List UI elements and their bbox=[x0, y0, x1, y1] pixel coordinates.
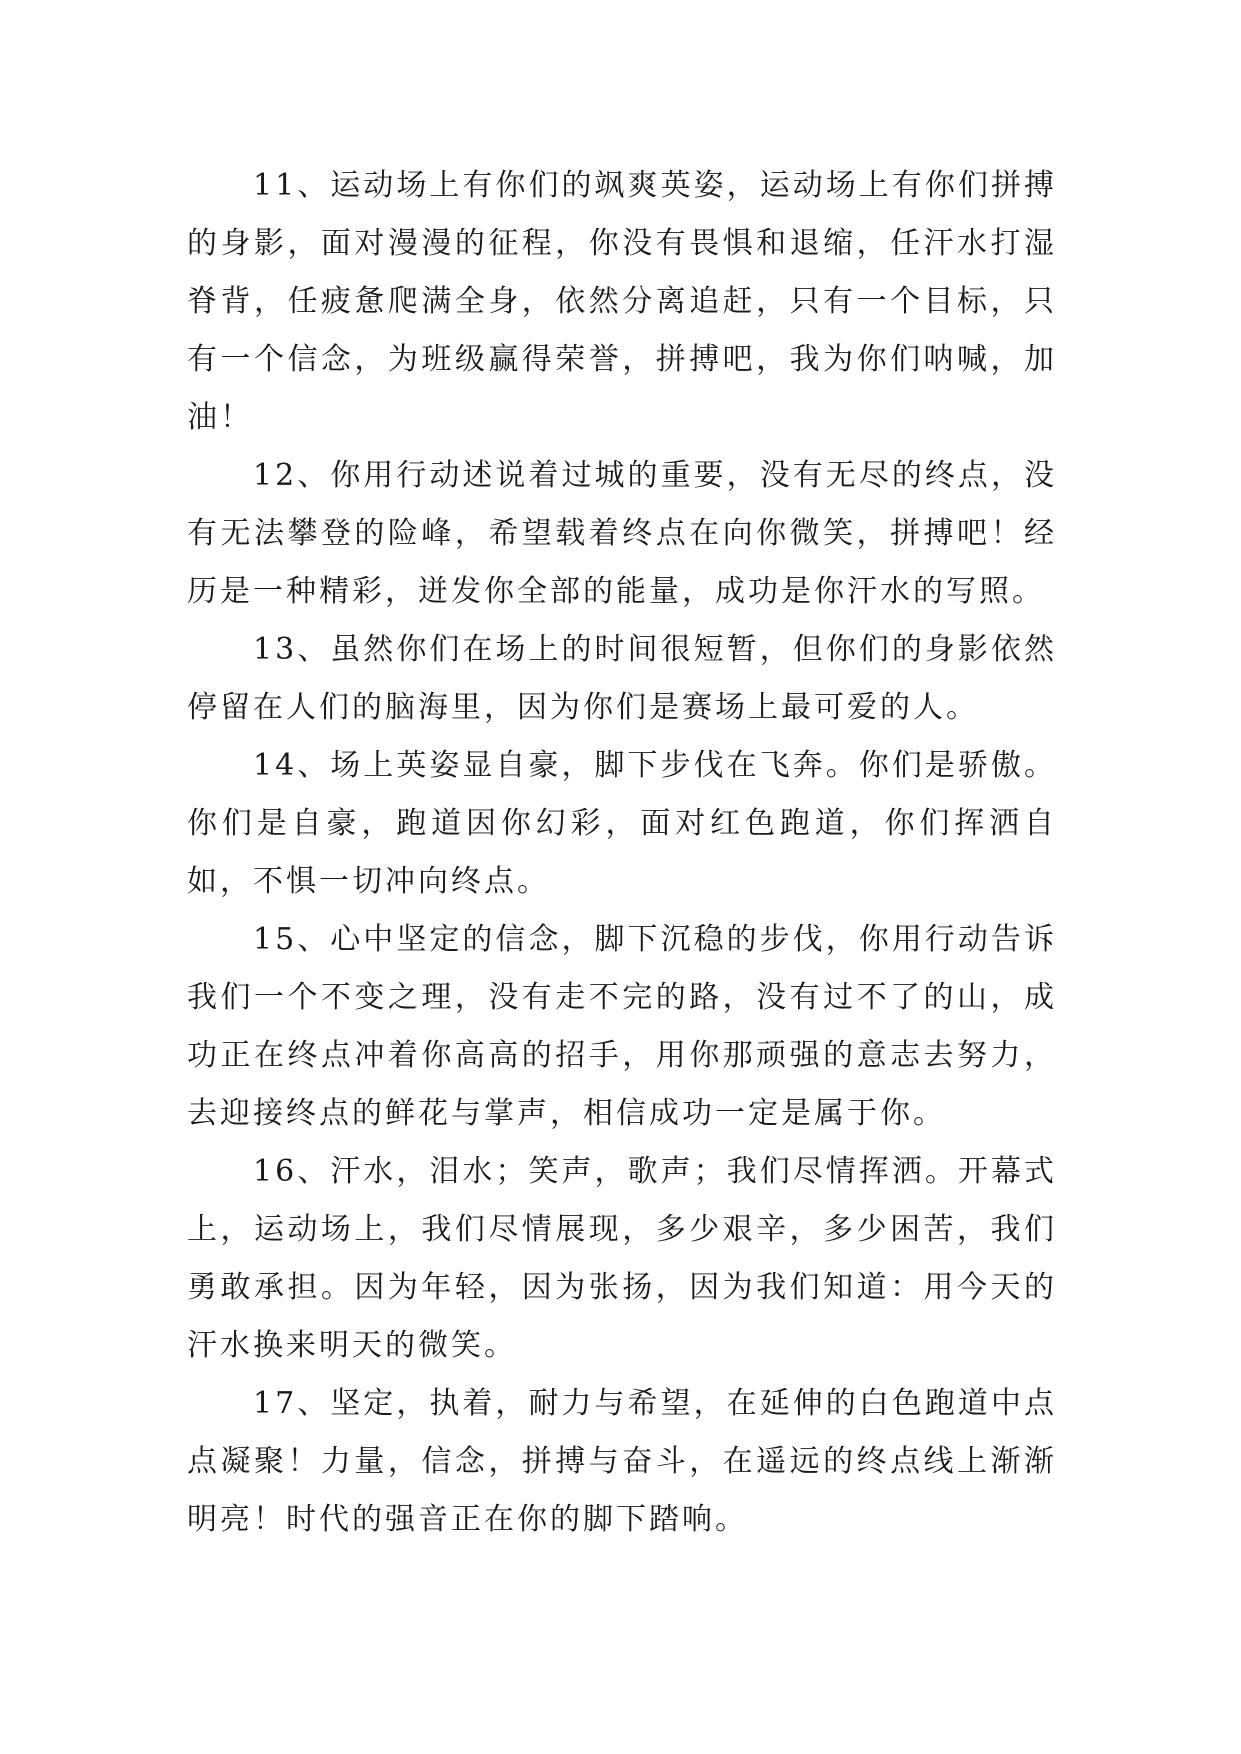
paragraph-16: 16、汗水，泪水；笑声，歌声；我们尽情挥洒。开幕式上，运动场上，我们尽情展现，多少艰辛，多少困苦，我们勇敢承担。因为年轻，因为张扬，因为我们知道：用今天的汗水换来明天的微笑。 bbox=[187, 1154, 1057, 1363]
paragraph-12: 12、你用行动述说着过城的重要，没有无尽的终点，没有无法攀登的险峰，希望载着终点在向你微笑，拼搏吧！经历是一种精彩，迸发你全部的能量，成功是你汗水的写照。 bbox=[187, 458, 1057, 609]
document-body bbox=[187, 157, 1057, 1549]
paragraph-13: 13、虽然你们在场上的时间很短暂，但你们的身影依然停留在人们的脑海里，因为你们是赛场上最可爱的人。 bbox=[187, 632, 1057, 725]
paragraph-14: 14、场上英姿显自豪，脚下步伐在飞奔。你们是骄傲。你们是自豪，跑道因你幻彩，面对红色跑道，你们挥洒自如，不惧一切冲向终点。 bbox=[187, 748, 1057, 899]
paragraph-17: 17、坚定，执着，耐力与希望，在延伸的白色跑道中点点凝聚！力量，信念，拼搏与奋斗，在遥远的终点线上渐渐明亮！时代的强音正在你的脚下踏响。 bbox=[187, 1386, 1057, 1537]
paragraph-15: 15、心中坚定的信念，脚下沉稳的步伐，你用行动告诉我们一个不变之理，没有走不完的路，没有过不了的山，成功正在终点冲着你高高的招手，用你那顽强的意志去努力，去迎接终点的鲜花与掌声，相信成功一定是属于你。 bbox=[187, 922, 1057, 1131]
paragraph-11: 11、运动场上有你们的飒爽英姿，运动场上有你们拼搏的身影，面对漫漫的征程，你没有畏惧和退缩，任汗水打湿脊背，任疲惫爬满全身，依然分离追赶，只有一个目标，只有一个信念，为班级赢得荣誉，拼搏吧，我为你们呐喊，加油！ bbox=[187, 168, 1057, 435]
